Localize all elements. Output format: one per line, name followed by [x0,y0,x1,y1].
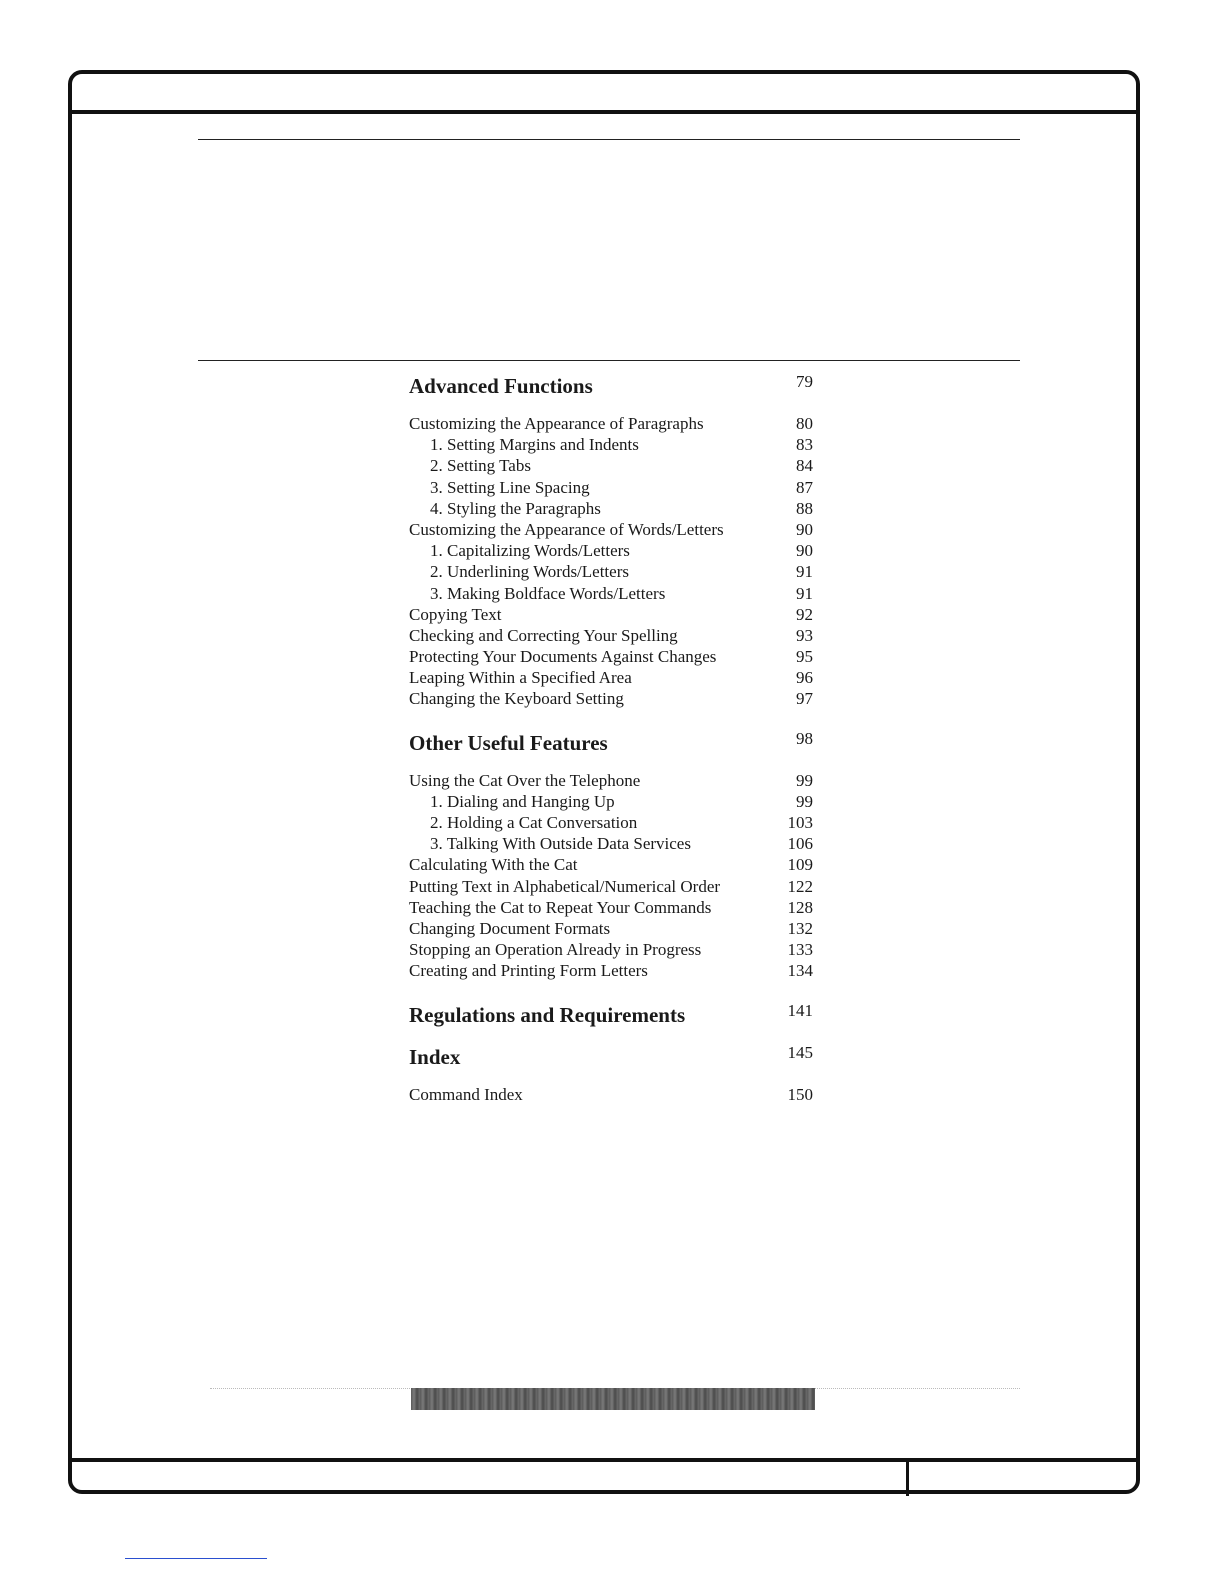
middle-rule [198,360,1020,361]
toc-entry-title: 1. Setting Margins and Indents [430,435,639,455]
toc-entry-page: 128 [787,897,813,917]
toc-entry-page: 92 [796,604,813,624]
toc-entry[interactable] [409,583,819,604]
toc-entry-title: Calculating With the Cat [409,855,578,875]
toc-section-title: Advanced Functions [409,374,593,398]
toc-entry[interactable] [409,604,819,625]
toc-entry-title: Protecting Your Documents Against Changes [409,647,717,667]
toc-entry-page: 134 [787,961,813,981]
footer-link-underline [125,1558,267,1559]
toc-section-page: 79 [796,372,813,391]
toc-entry-page: 122 [787,876,813,896]
toc-entry-title: 3. Talking With Outside Data Services [430,834,691,854]
toc-entry-page: 133 [787,940,813,960]
toc-entry-page: 106 [787,834,813,854]
toc-entry-title: Copying Text [409,604,502,624]
toc-entry-page: 90 [796,541,813,561]
toc-entry[interactable] [409,625,819,646]
toc-entry-title: Creating and Printing Form Letters [409,961,648,981]
toc-entry[interactable] [409,688,819,709]
toc-section-page: 145 [787,1042,813,1062]
toc-entry-page: 93 [796,625,813,645]
table-of-contents [409,372,819,1105]
toc-entry-page: 83 [796,435,813,455]
toc-section-other[interactable] [409,729,819,757]
toc-entry[interactable] [409,960,819,981]
toc-section-page: 141 [787,1000,813,1020]
toc-entry-title: 3. Setting Line Spacing [430,477,590,497]
toc-entry-title: 2. Underlining Words/Letters [430,562,629,582]
frame-bottom-rule [72,1458,1136,1462]
toc-entry-title: 4. Styling the Paragraphs [430,498,601,518]
toc-entry[interactable] [409,498,819,519]
scan-artifact-bar [411,1388,815,1410]
toc-entry[interactable] [409,854,819,875]
toc-entry-page: 91 [796,562,813,582]
toc-entry-title: 1. Capitalizing Words/Letters [430,541,630,561]
toc-entry[interactable] [409,897,819,918]
toc-entry-page: 103 [787,813,813,832]
frame-bottom-divider [906,1460,909,1496]
toc-entry-title: Using the Cat Over the Telephone [409,770,641,790]
toc-entry-title: 2. Holding a Cat Conversation [430,813,638,832]
toc-entry-title: Teaching the Cat to Repeat Your Commands [409,897,712,917]
toc-entry-title: 1. Dialing and Hanging Up [430,791,615,811]
toc-entry-page: 109 [787,855,813,875]
toc-entry[interactable] [409,833,819,854]
toc-entry[interactable] [409,1084,819,1105]
toc-entry-title: Changing the Keyboard Setting [409,689,624,709]
toc-section-regulations[interactable] [409,1001,819,1029]
toc-entry[interactable] [409,770,819,791]
toc-entry[interactable] [409,918,819,939]
toc-entry[interactable] [409,667,819,688]
toc-section-page: 98 [796,728,813,748]
toc-entry-page: 91 [796,583,813,603]
toc-section-index[interactable] [409,1043,819,1071]
toc-entry[interactable] [409,477,819,498]
toc-section-title: Index [409,1044,461,1069]
toc-entry[interactable] [409,791,819,812]
frame-top-rule [72,110,1136,114]
toc-entry-page: 96 [796,668,813,688]
toc-entry-title: 2. Setting Tabs [430,456,531,476]
toc-section-advanced[interactable] [409,372,819,400]
toc-entry-page: 84 [796,456,813,476]
toc-entry[interactable] [409,519,819,540]
toc-entry-title: Stopping an Operation Already in Progress [409,940,702,960]
toc-entry-page: 150 [787,1084,813,1104]
toc-entry-title: Leaping Within a Specified Area [409,668,632,688]
toc-entry-title: 3. Making Boldface Words/Letters [430,583,666,603]
toc-entry-title: Putting Text in Alphabetical/Numerical Order [409,876,721,896]
toc-section-title: Regulations and Requirements [409,1002,686,1027]
toc-entry[interactable] [409,455,819,476]
toc-entry-title: Command Index [409,1084,523,1104]
toc-entry-page: 95 [796,647,813,667]
toc-entry[interactable] [409,434,819,455]
toc-entry[interactable] [409,646,819,667]
toc-entry-page: 88 [796,498,813,518]
toc-entry-title: Changing Document Formats [409,918,611,938]
toc-entry[interactable] [409,561,819,582]
toc-entry[interactable] [409,939,819,960]
toc-entry-page: 97 [796,689,813,709]
toc-entry-page: 99 [796,770,813,790]
toc-entry-title: Customizing the Appearance of Paragraphs [409,414,704,433]
toc-entry-page: 87 [796,477,813,497]
toc-entry[interactable] [409,876,819,897]
top-rule [198,139,1020,140]
toc-entry[interactable] [409,812,819,833]
toc-entry[interactable] [409,540,819,561]
toc-entry-page: 132 [787,918,813,938]
toc-entry-page: 90 [796,519,813,539]
toc-entry-title: Customizing the Appearance of Words/Letters [409,519,724,539]
toc-entry-page: 80 [796,414,813,433]
toc-entry-title: Checking and Correcting Your Spelling [409,625,678,645]
toc-entry-page: 99 [796,791,813,811]
toc-section-title: Other Useful Features [409,730,608,755]
toc-entry[interactable] [409,413,819,434]
